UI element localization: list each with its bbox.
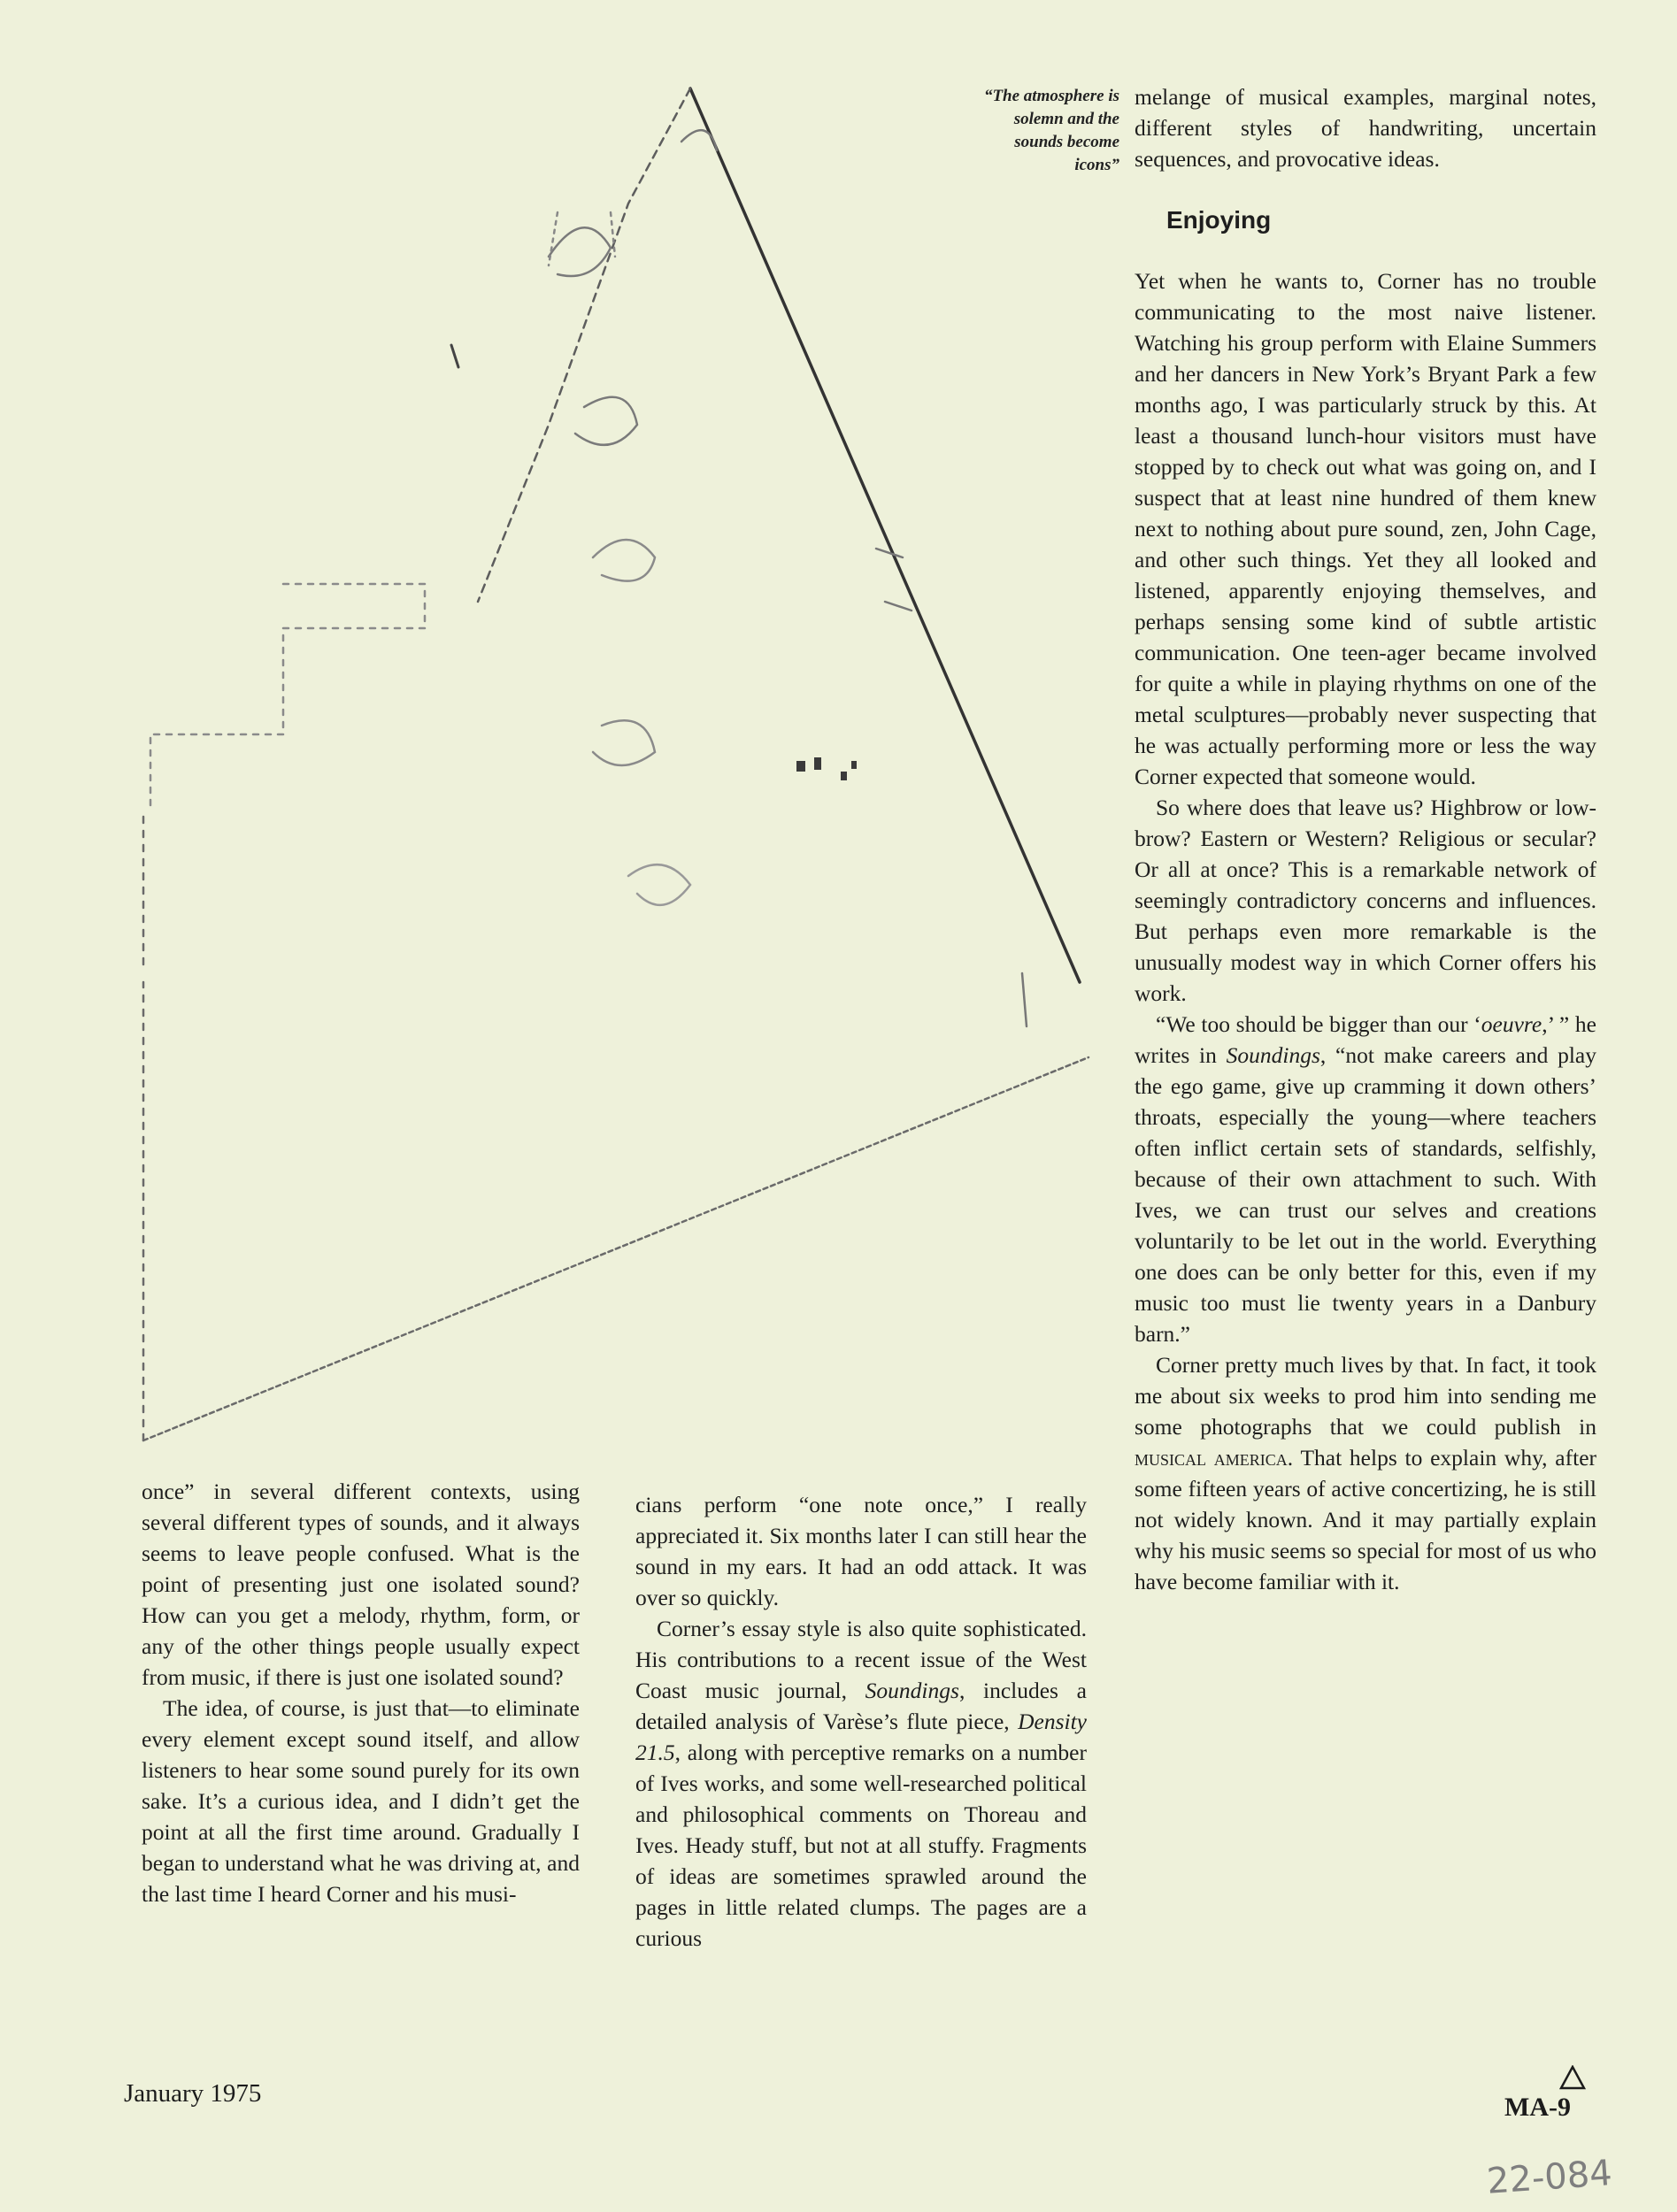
pull-quote-line: icons” [1074, 156, 1119, 174]
score-triangle-left-edge [478, 88, 690, 602]
article-paragraph: The idea, of course, is just that—to eliminate every element except sound itself, and allow listeners to hear some sound purely for its own sake. It’s a curious idea, and I didn’t get the point at all the first time around. Gradually I began to understand what he was driving at, and the last time I heard Corner and his musi- [142, 1695, 580, 1907]
text-span: , along with perceptive remarks on a number of Ives works, and some well-researched political and philosophical comments on Thoreau and Ives. Heady stuff, but not at all stuffy. Fragments of ideas are sometimes sprawled around the pages in little related clumps. The pages are a curious [635, 1740, 1087, 1951]
text-span: . That helps to explain why, after some fifteen years of active concertizing, he is still not widely known. And it may partially explain why his music seems so special for most of us who have become familiar with it. [1135, 1445, 1597, 1594]
article-column-3 [1135, 81, 1596, 1597]
pull-quote-line: solemn and the [1013, 110, 1119, 128]
text-span: , “not make careers and play the ego game, give up cramming it down others’ throats, especially the young—where teachers often inflict certain sets of standards, selfishly, because of their own attachment to such. With Ives, we can trust our selves and creations voluntarily to be let out in the world. Everything one does can be only better for this, even if my music too must lie twenty years in a Danbury barn.” [1135, 1042, 1596, 1347]
work-title: Density 21.5 [635, 1709, 1087, 1765]
score-block-2 [814, 757, 821, 770]
end-of-article-triangle-icon [1559, 2065, 1586, 2090]
article-column-2 [635, 1489, 1087, 1954]
quoted-term: oeuvre [1481, 1011, 1542, 1037]
score-stepped-line [150, 584, 425, 805]
pull-quote-line: “The atmosphere is [983, 87, 1119, 105]
graphic-score-illustration [133, 53, 1106, 1469]
article-paragraph: cians perform “one note once,” I really appreciated it. Six months later I can still hear the sound in my ears. It had an odd attack. It was over so quickly. [635, 1492, 1087, 1610]
score-block-4 [851, 761, 857, 769]
score-block-3 [841, 772, 847, 780]
score-triangle-right-edge [690, 88, 1080, 982]
score-mark-1 [549, 227, 611, 276]
article-paragraph: Yet when he wants to, Corner has no trouble communicating to the most naive listener. Watching his group perform with Elaine Summers and her dancers in New York’s Bryant Park a few months ago, I was particularly struck by this. At least a thousand lunch-hour visitors must have stopped by to check out what was going on, and I suspect that at least nine hundred of them knew next to nothing about pure sound, zen, John Cage, and other such things. Yet they all looked and listened, apparently enjoying themselves, and perhaps sensing some kind of subtle artistic communication. One teen-ager became involved for quite a while in playing rhythms on one of the metal sculptures—probably never suspecting that he was actually performing more or less the way Corner expected that someone would. [1135, 268, 1596, 789]
article-column-1 [142, 1476, 580, 1909]
handwritten-archive-number: 22-084 [1485, 2153, 1614, 2202]
text-span: Corner pretty much lives by that. In fact, it took me about six weeks to prod him into sending me some photographs that we could publish in [1135, 1352, 1596, 1440]
article-paragraph [635, 1613, 1087, 1954]
text-span: ,’ ” he writes in [1135, 1011, 1596, 1068]
pull-quote-line: sounds become [1014, 133, 1119, 151]
journal-title: Soundings [1226, 1042, 1320, 1068]
score-mark-3 [593, 540, 655, 581]
pull-quote [894, 85, 1119, 177]
score-mark-5 [628, 864, 690, 905]
section-heading: Enjoying [1166, 206, 1272, 234]
score-block-1 [796, 761, 805, 772]
page-number: MA-9 [1504, 2093, 1571, 2122]
issue-date: January 1975 [124, 2079, 262, 2108]
text-span: , includes a detailed analysis of Varèse’s flute piece, [635, 1678, 1087, 1734]
article-paragraph [1135, 1349, 1596, 1597]
magazine-name: musical america [1135, 1445, 1288, 1471]
article-paragraph: So where does that leave us? Highbrow or low-brow? Eastern or Western? Religious or secular? Or all at once? This is a remarkable network of seemingly contradictory concerns and influences. But perhaps even more remarkable is the unusually modest way in which Corner offers his work. [1135, 795, 1596, 1006]
score-tick-2 [1022, 973, 1027, 1026]
journal-title: Soundings [865, 1678, 959, 1703]
score-tick-1 [451, 345, 458, 367]
article-paragraph: once” in several different contexts, using several different types of sounds, and it always seems to leave people confused. What is the point of presenting just one isolated sound? How can you get a melody, rhythm, form, or any of the other things people usually expect from music, if there is just one isolated sound? [142, 1479, 580, 1690]
article-paragraph [1135, 1009, 1596, 1349]
text-span: “We too should be bigger than our ‘ [1156, 1011, 1481, 1037]
score-diagonal-base [143, 1057, 1089, 1440]
score-mark-4 [593, 720, 655, 765]
text-span: Corner’s essay style is also quite sophisticated. His contributions to a recent issue of the West Coast music journal, [635, 1616, 1087, 1703]
article-paragraph: melange of musical examples, marginal notes, different styles of handwriting, uncertain sequences, and provocative ideas. [1135, 84, 1596, 172]
score-mark-2 [575, 397, 637, 445]
